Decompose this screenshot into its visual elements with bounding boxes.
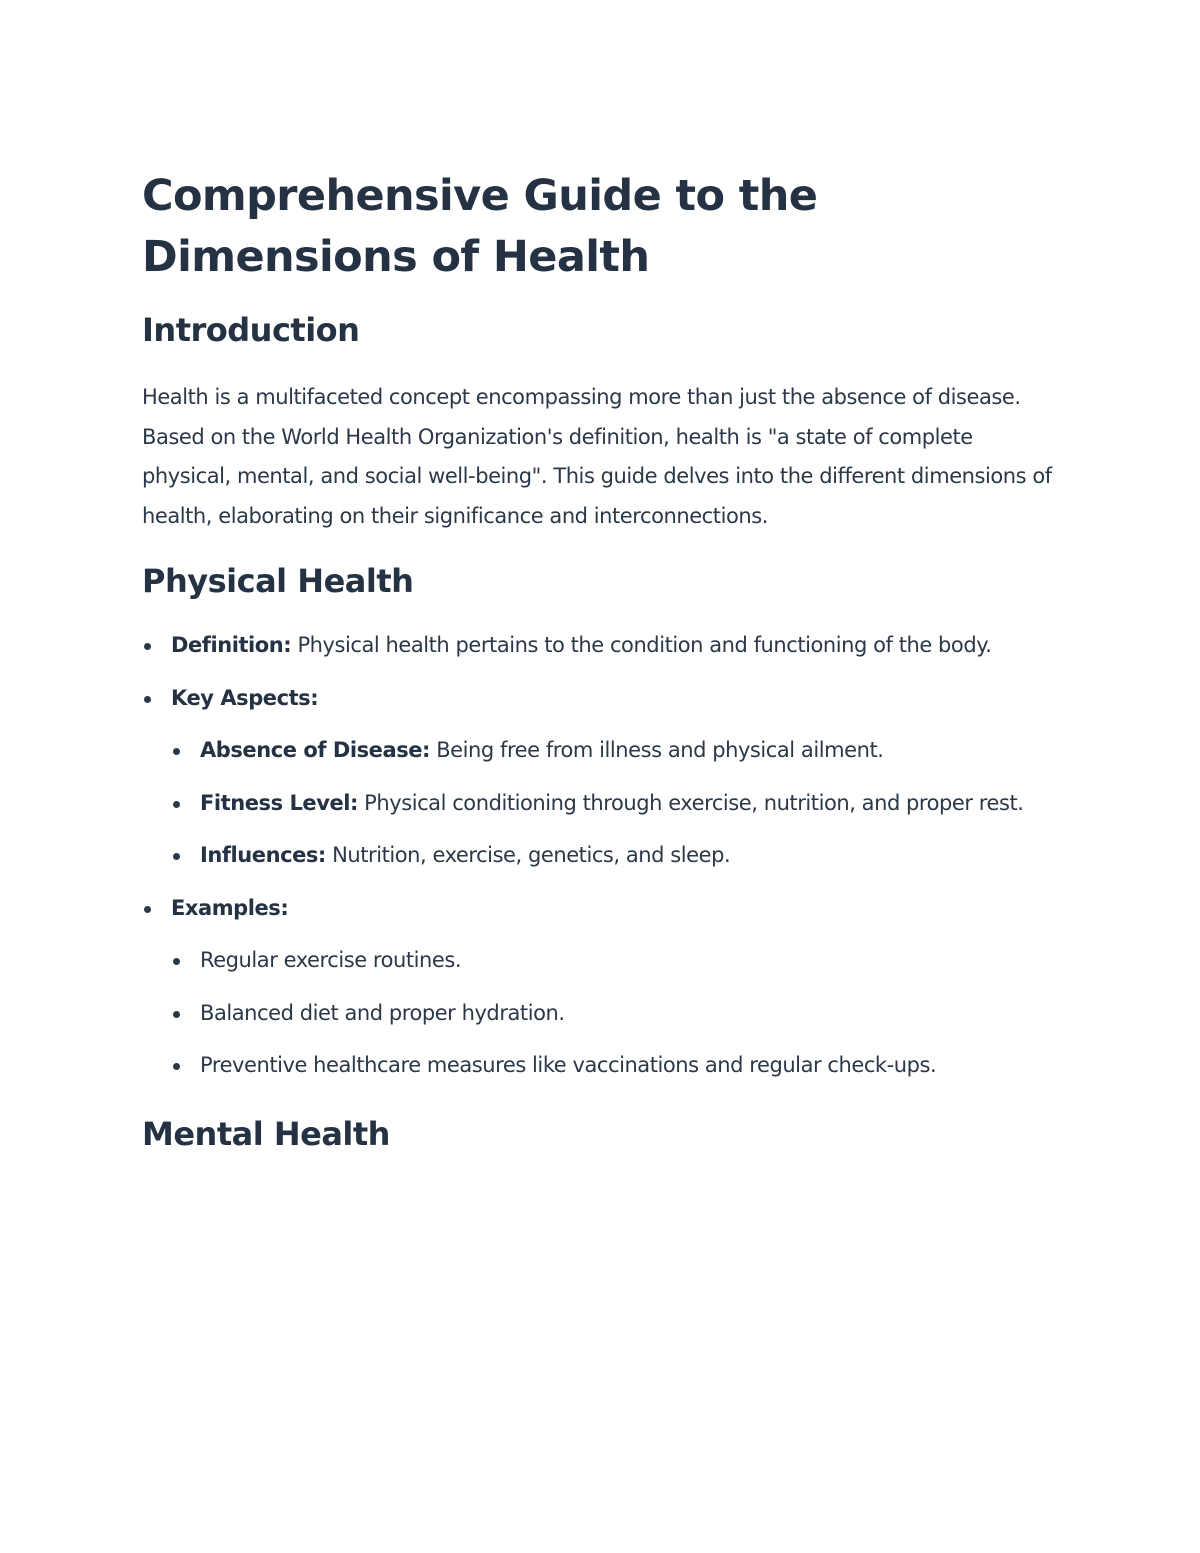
bullet-icon	[173, 801, 180, 808]
examples-label: Examples:	[171, 895, 289, 920]
list-item-example	[171, 941, 1062, 981]
list-item-absence-of-disease	[171, 731, 1062, 771]
bullet-icon	[173, 1063, 180, 1070]
list-item-influences	[171, 836, 1062, 876]
section-heading-physical-health: Physical Health	[142, 562, 414, 600]
bullet-icon	[173, 853, 180, 860]
examples-list	[171, 941, 1062, 1086]
aspect-label: Absence of Disease:	[200, 738, 430, 762]
aspect-text: Nutrition, exercise, genetics, and sleep.	[325, 843, 731, 867]
bullet-icon	[144, 696, 151, 703]
introduction-paragraph: Health is a multifaceted concept encompassing more than just the absence of disease. Based on the World Health Organization's definition, health is "a state of complete physical, mental, and social well-being". This guide delves into the different dimensions of health, elaborating on their significance and interconnections.	[142, 385, 1052, 528]
example-text: Preventive healthcare measures like vaccinations and regular check-ups.	[200, 1053, 937, 1077]
definition-label: Definition:	[171, 633, 292, 657]
key-aspects-label: Key Aspects:	[171, 685, 319, 710]
bullet-icon	[173, 748, 180, 755]
bullet-icon	[144, 906, 151, 913]
list-item-example	[171, 1046, 1062, 1086]
section-heading-mental-health: Mental Health	[142, 1114, 390, 1153]
section-heading-introduction: Introduction	[142, 311, 360, 349]
document-page	[142, 166, 1062, 1154]
example-text: Balanced diet and proper hydration.	[200, 1000, 565, 1025]
bullet-icon	[144, 643, 151, 650]
aspect-label: Influences:	[200, 843, 326, 867]
key-aspects-list	[171, 731, 1062, 876]
aspect-text: Being free from illness and physical ailment.	[430, 738, 884, 762]
list-item-example	[171, 994, 1062, 1034]
list-item-fitness-level	[171, 784, 1062, 824]
definition-text: Physical health pertains to the condition and functioning of the body.	[291, 633, 992, 657]
document-title: Comprehensive Guide to the Dimensions of Health	[142, 171, 818, 282]
aspect-label: Fitness Level:	[200, 790, 358, 815]
bullet-icon	[173, 958, 180, 965]
physical-health-list	[142, 626, 1062, 1086]
aspect-text: Physical conditioning through exercise, nutrition, and proper rest.	[357, 790, 1024, 815]
bullet-icon	[173, 1011, 180, 1018]
example-text: Regular exercise routines.	[200, 948, 462, 972]
list-item-examples	[142, 889, 1062, 1086]
list-item-key-aspects	[142, 679, 1062, 876]
list-item-definition	[142, 626, 1062, 666]
